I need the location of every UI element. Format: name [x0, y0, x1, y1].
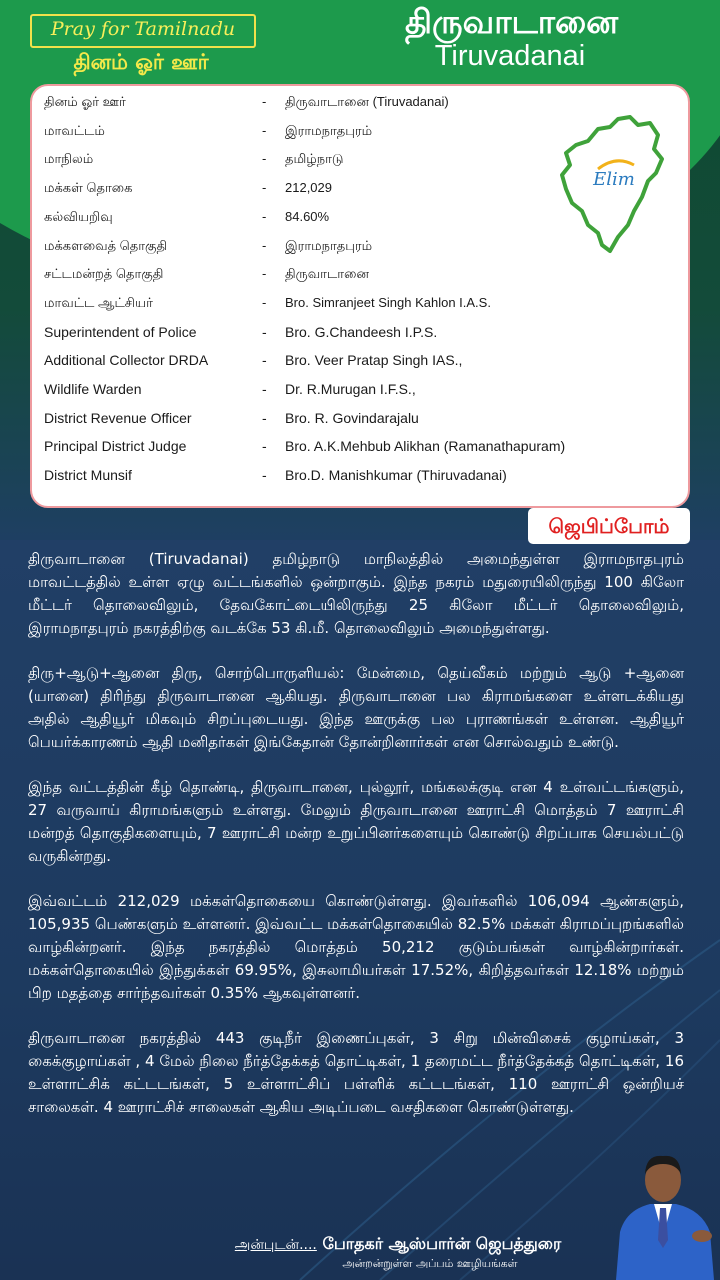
footer-signature	[168, 1234, 628, 1255]
detail-label: Additional Collector DRDA	[44, 352, 209, 369]
pray-for-tamilnadu-logo	[30, 14, 252, 74]
logo-subtitle: தினம் ஓர் ஊர்	[73, 50, 209, 74]
elim-logo-text: Elim	[593, 169, 635, 190]
detail-label: மாநிலம்	[44, 151, 94, 167]
pray-badge	[528, 508, 690, 544]
detail-value: தமிழ்நாடு	[285, 151, 344, 167]
description-paragraph: இவ்வட்டம் 212,029 மக்கள்தொகையை கொண்டுள்ளது. இவர்களில் 106,094 ஆண்களும், 105,935 பெண்களும் உள்ளனர். இவ்வட்ட மக்கள்தொகையில் 82.5% மக்கள் கிராமப்புறங்களில் வாழ்கின்றனர். இந்த நகரத்தில் மொத்தம் 50,212 குடும்பங்கள் வாழ்கின்றார்கள். மக்கள்தொகையில் இந்துக்கள் 69.95%, இசுலாமியர்கள் 17.52%, கிறித்தவர்கள் 12.18% மற்றும் பிற மதத்தை சார்ந்தவர்கள் 0.35% ஆகவுள்ளனர்.	[28, 892, 684, 1002]
detail-separator: -	[262, 467, 267, 484]
detail-separator: -	[262, 151, 267, 167]
detail-label: மாவட்டம்	[44, 122, 105, 138]
detail-separator: -	[262, 266, 267, 282]
description-paragraph: திரு+ஆடு+ஆனை திரு, சொற்பொருளியல்: மேன்மை, தெய்வீகம் மற்றும் ஆடு +ஆனை (யானை) திரிந்து திருவாடானை ஆகியது. திருவாடானை பல கிராமங்களை உள்ளடக்கியது அதில் ஆதியூர் மிகவும் சிறப்புடையது. இந்த ஊருக்கு பல புராணங்கள் உள்ளன. ஆதியூர் பெயர்க்காரணம் ஆதி மனிதர்கள் இங்கேதான் தோன்றினார்கள் என சொல்வதும் உண்டு.	[28, 664, 684, 751]
detail-value: இராமநாதபுரம்	[285, 237, 373, 253]
detail-value: திருவாடானை	[285, 266, 369, 282]
footer-subtitle: அன்றன்றுள்ள அப்பம் ஊழியங்கள்	[342, 1257, 518, 1270]
detail-label: மக்களவைத் தொகுதி	[44, 237, 168, 253]
description-paragraph: இந்த வட்டத்தின் கீழ் தொண்டி, திருவாடானை, புல்லூர், மங்கலக்குடி என 4 உள்வட்டங்களும், 27 வருவாய் கிராமங்களும் உள்ளது. மேலும் திருவாடானை ஊராட்சி மொத்தம் 7 ஊராட்சி மன்றத் தொகுதிகளையும், 7 ஊராட்சி மன்ற உறுப்பினர்களையும் கொண்டு சிறப்பாக செயல்பட்டு வருகின்றது.	[28, 778, 684, 865]
detail-separator: -	[262, 409, 267, 426]
description-paragraphs	[28, 548, 684, 1141]
detail-separator: -	[262, 352, 267, 369]
detail-label: தினம் ஓர் ஊர்	[44, 94, 126, 109]
detail-separator: -	[262, 381, 267, 397]
detail-separator: -	[262, 323, 267, 340]
detail-separator: -	[262, 294, 267, 310]
detail-label: மாவட்ட ஆட்சியர்	[44, 294, 153, 310]
detail-label: மக்கள் தொகை	[44, 180, 133, 196]
detail-separator: -	[262, 208, 267, 224]
detail-value: Bro. Simranjeet Singh Kahlon I.A.S.	[285, 294, 491, 310]
detail-value: 84.60%	[285, 208, 330, 224]
detail-label: Principal District Judge	[44, 438, 187, 455]
logo-tagline: Pray for Tamilnadu	[30, 14, 256, 48]
detail-separator: -	[262, 180, 267, 196]
detail-label: Superintendent of Police	[44, 323, 197, 340]
detail-value: Bro. A.K.Mehbub Alikhan (Ramanathapuram)	[285, 438, 566, 455]
pastor-portrait	[606, 1140, 720, 1280]
detail-label: கல்வியறிவு	[44, 208, 113, 224]
detail-label: District Munsif	[44, 467, 132, 484]
description-paragraph: திருவாடானை நகரத்தில் 443 குடிநீர் இணைப்புகள், 3 சிறு மின்விசைக் குழாய்கள், 3 கைக்குழாய்கள் , 4 மேல் நிலை நீர்த்தேக்கத் தொட்டிகள், 1 தரைமட்ட நீர்த்தேக்கத் தொட்டிகள், 16 உள்ளாட்சிக் கட்டடங்கள், 5 உள்ளாட்சிப் பள்ளிக் கட்டடங்கள், 110 ஊராட்சி ஒன்றியச் சாலைகள். 4 ஊராட்சிச் சாலைகள் ஆகிய அடிப்படை வசதிகளை கொண்டுள்ளது.	[28, 1029, 684, 1116]
detail-separator: -	[262, 438, 267, 455]
detail-separator: -	[262, 94, 267, 109]
detail-value: திருவாடானை (Tiruvadanai)	[285, 94, 449, 109]
detail-value: இராமநாதபுரம்	[285, 122, 373, 138]
detail-label: சட்டமன்றத் தொகுதி	[44, 266, 164, 282]
pray-badge-label: ஜெபிப்போம்	[548, 514, 670, 538]
detail-separator: -	[262, 237, 267, 253]
detail-value: Bro. G.Chandeesh I.P.S.	[285, 323, 438, 340]
detail-value: Bro. Veer Pratap Singh IAS.,	[285, 352, 463, 369]
detail-label: Wildlife Warden	[44, 381, 142, 397]
detail-value: Bro.D. Manishkumar (Thiruvadanai)	[285, 467, 507, 484]
description-paragraph: திருவாடானை (Tiruvadanai) தமிழ்நாடு மாநிலத்தில் அமைந்துள்ள இராமநாதபுரம் மாவட்டத்தில் உள்ள ஏழு வட்டங்களில் ஒன்றாகும். இந்த நகரம் மதுரையிலிருந்து 100 கிலோ மீட்டர் தொலைவிலும், தேவகோட்டையிலிருந்து 25 கிலோ மீட்டர் தொலைவிலும், இராமநாதபுரம் நகரத்திற்கு வடக்கே 53 கி.மீ. தொலைவிலும் அமைந்துள்ளது.	[28, 550, 684, 637]
footer-prefix: அன்புடன்....	[234, 1237, 317, 1253]
detail-value: Dr. R.Murugan I.F.S.,	[285, 381, 416, 397]
footer-name: போதகர் ஆஸ்பார்ன் ஜெபத்துரை	[322, 1234, 562, 1253]
page-title-english: Tiruvadanai	[434, 40, 586, 72]
tamilnadu-map-icon	[558, 115, 668, 255]
detail-value: 212,029	[285, 180, 332, 196]
detail-separator: -	[262, 122, 267, 138]
page-title-tamil: திருவாடானை	[405, 2, 619, 41]
detail-label: District Revenue Officer	[44, 409, 192, 426]
detail-value: Bro. R. Govindarajalu	[285, 409, 419, 426]
